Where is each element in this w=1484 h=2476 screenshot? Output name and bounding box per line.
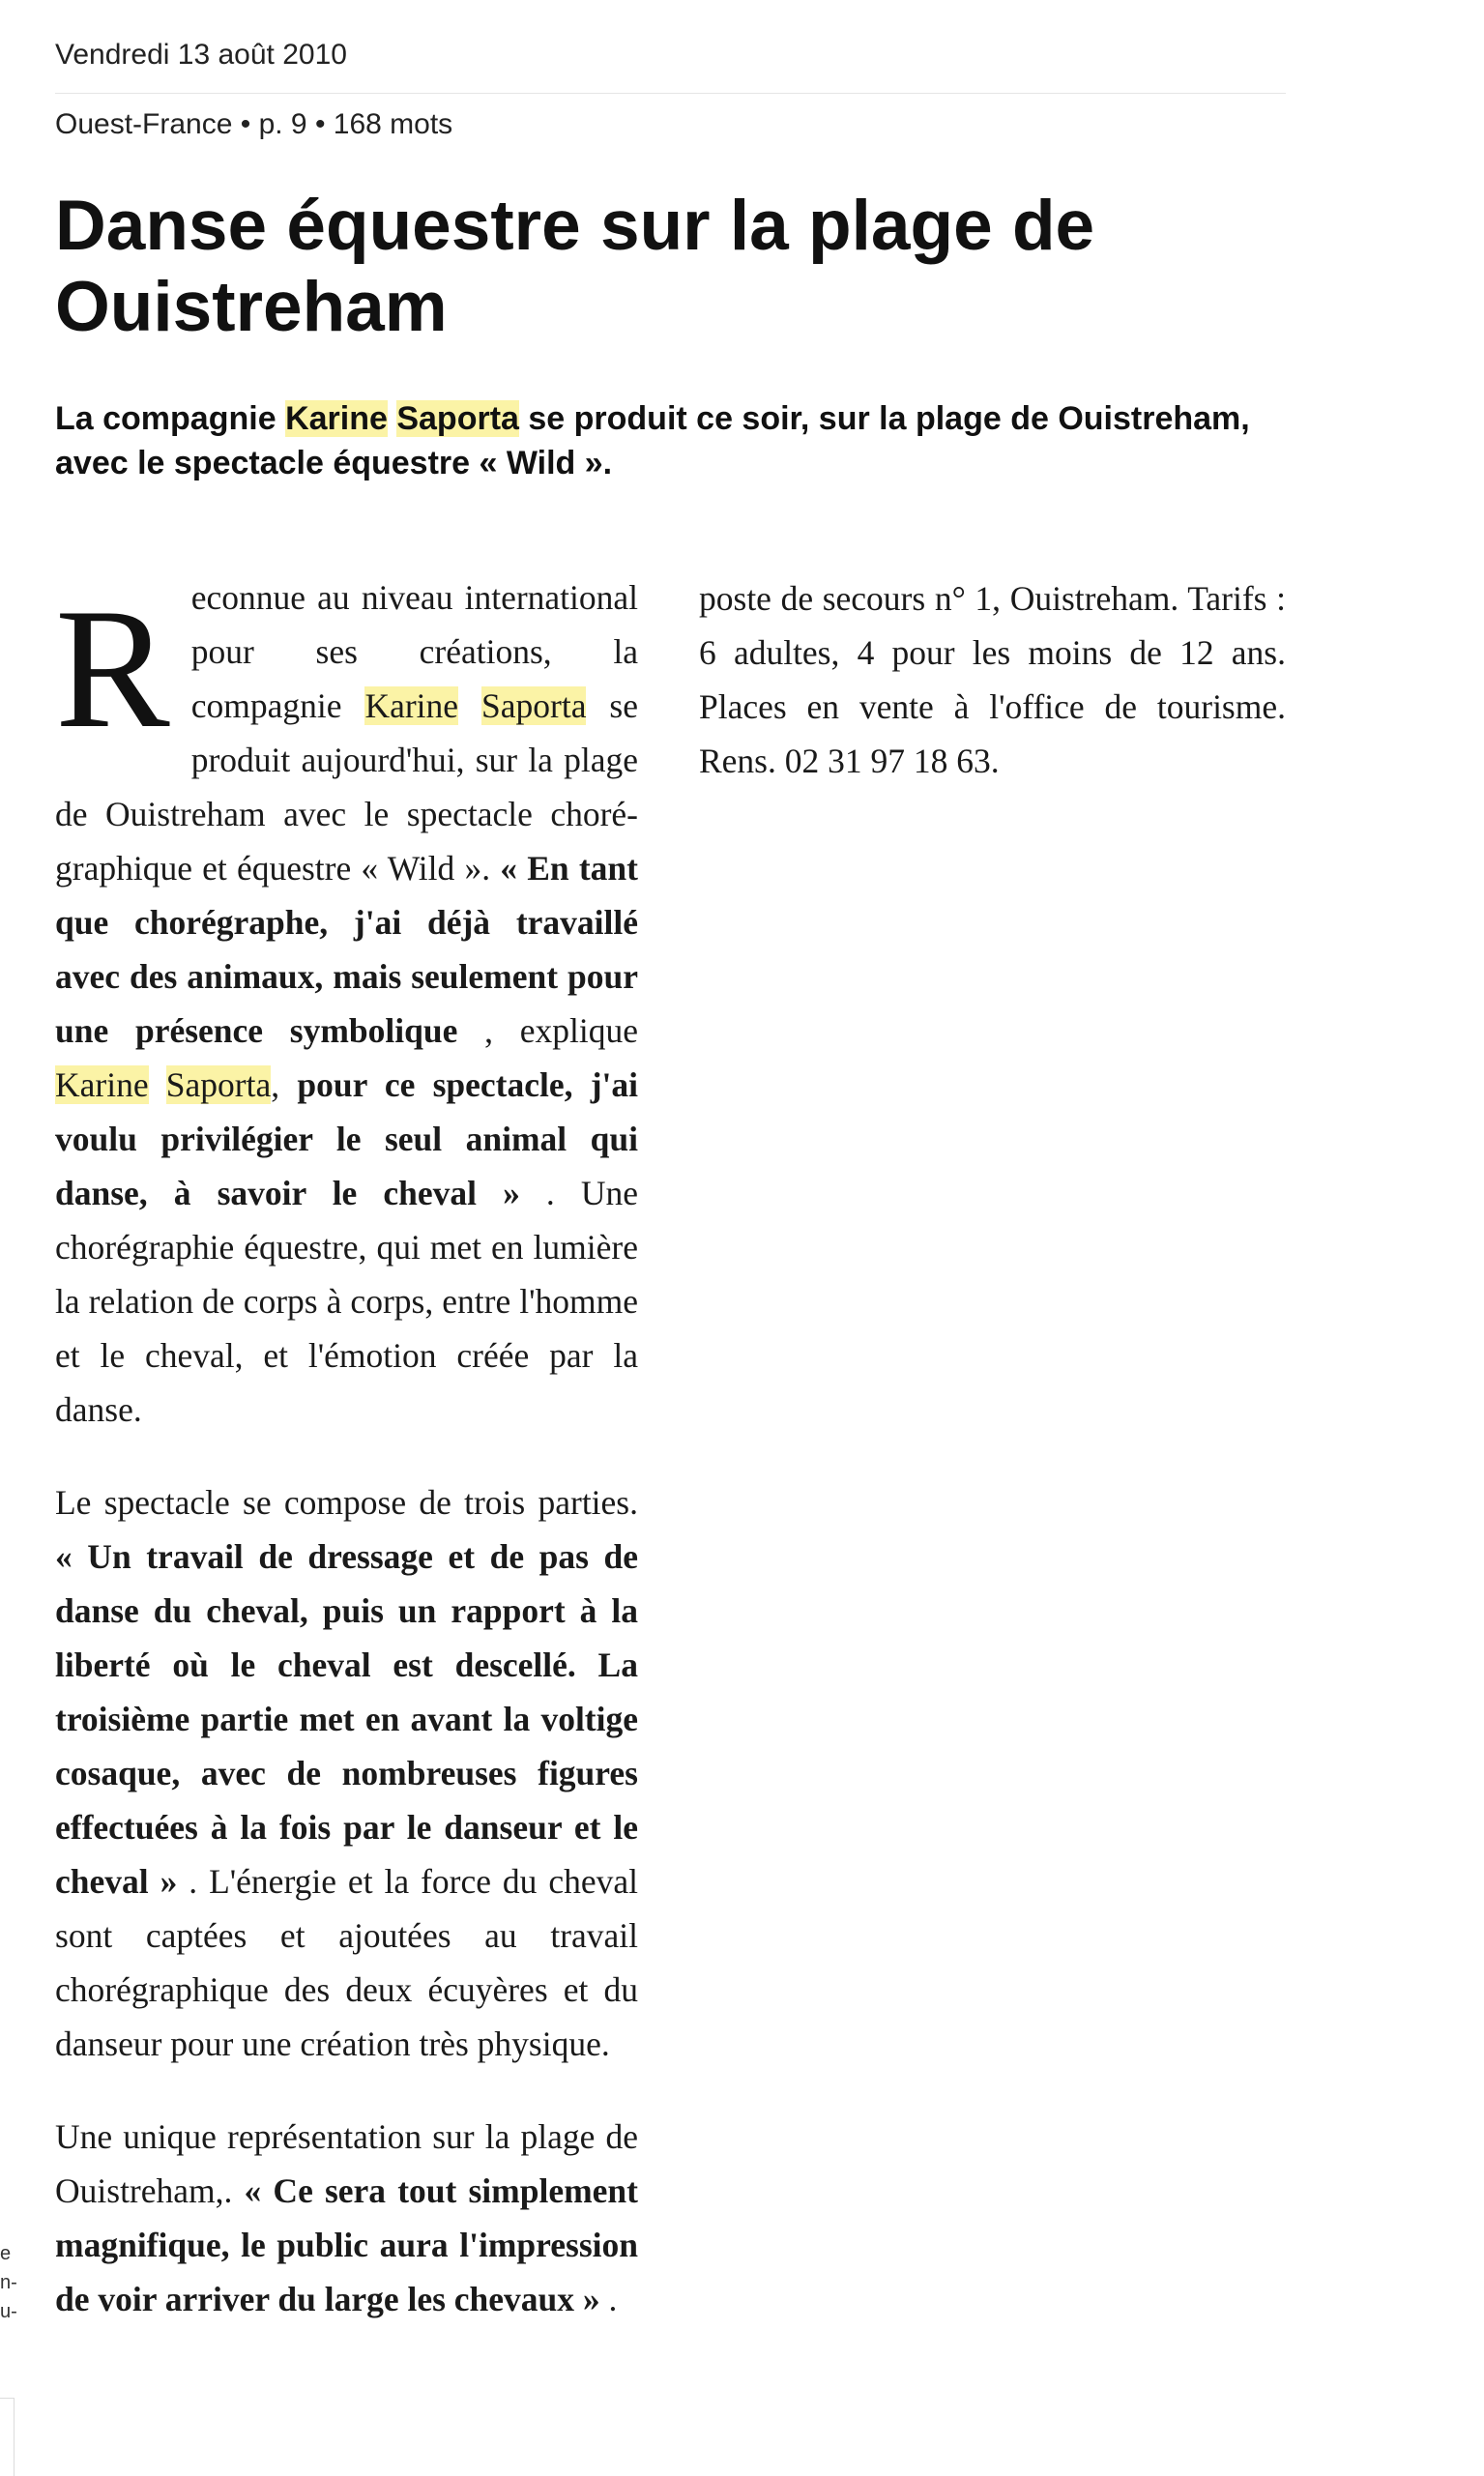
search-highlight: Karine [55, 1065, 149, 1104]
drop-cap: R [55, 572, 170, 764]
quote-text: « Un travail de dressage et de pas de danse du cheval, puis un rapport à la liberté où le cheval est descellé. La troisième partie met en avant la voltige cosaque, avec de nombreuses figures effectuées à la fois par le danseur et le cheval » [55, 1537, 638, 1901]
article-column-right [699, 571, 1286, 827]
body-text: Le spectacle se compose de trois parties. [55, 1483, 638, 1522]
search-highlight: Saporta [165, 1065, 272, 1104]
lead-text: La compagnie [55, 400, 286, 437]
paragraph-1 [55, 570, 638, 1437]
publication-date: Vendredi 13 août 2010 [55, 39, 347, 71]
body-text: . [599, 2280, 618, 2318]
body-text: se produit aujourd'hui, sur la plage de Ouistreham avec le spectacle chorégraphique et équestre « Wild ». [55, 686, 639, 888]
quote-text: « En tant que chorégraphe, j'ai déjà travaillé avec des animaux, mais seulement pour une présence symbolique [55, 849, 638, 1050]
article-headline: Danse équestre sur la plage de Ouistreham [55, 187, 1095, 346]
publication-source: Ouest-France • p. 9 • 168 mots [55, 108, 453, 140]
paragraph-3 [55, 2110, 638, 2326]
fragment-text: n- [0, 2272, 17, 2293]
adjacent-page-fragment [0, 2239, 17, 2326]
body-text: , explique [457, 1011, 638, 1050]
header-divider [55, 93, 1286, 94]
quote-text: « Ce sera tout simplement magnifique, le public aura l'impression de voir arriver du large les chevaux » [55, 2171, 638, 2318]
body-text: econnue au niveau international pour ses créations, la compagnie [190, 578, 638, 725]
lead-text: se produit ce soir, sur la plage de Ouistreham, avec le spectacle équestre « Wild ». [55, 400, 1250, 481]
fragment-text: e [0, 2243, 12, 2264]
body-text: . Une chorégraphie équestre, qui met en lumière la relation de corps à corps, entre l'homme et le cheval, et l'émotion créée par la danse. [55, 1174, 638, 1429]
article-lead [55, 396, 1254, 485]
search-highlight: Saporta [481, 686, 587, 725]
body-text: . L'énergie et la force du cheval sont captées et ajoutées au travail chorégraphique des deux écuyères et du danseur pour une création très physique. [55, 1862, 638, 2063]
body-text: , [271, 1065, 298, 1104]
body-text: Une unique représentation sur la plage de Ouistreham,. [55, 2117, 638, 2210]
adjacent-page-border [0, 2398, 15, 2476]
search-highlight: Saporta [396, 400, 519, 437]
search-highlight: Karine [285, 400, 388, 437]
quote-text: pour ce spectacle, j'ai voulu privilégier le seul animal qui danse, à savoir le cheval » [55, 1065, 638, 1212]
paragraph-4 [699, 571, 1286, 788]
search-highlight: Karine [364, 686, 459, 725]
body-text: poste de secours n° 1, Ouistreham. Tarifs : 6 adultes, 4 pour les moins de 12 ans. Places en vente à l'office de tourisme. Rens. 02 31 97 18 63. [699, 579, 1286, 780]
fragment-text: u- [0, 2301, 17, 2322]
article-column-left [55, 570, 638, 2365]
paragraph-2 [55, 1475, 638, 2071]
